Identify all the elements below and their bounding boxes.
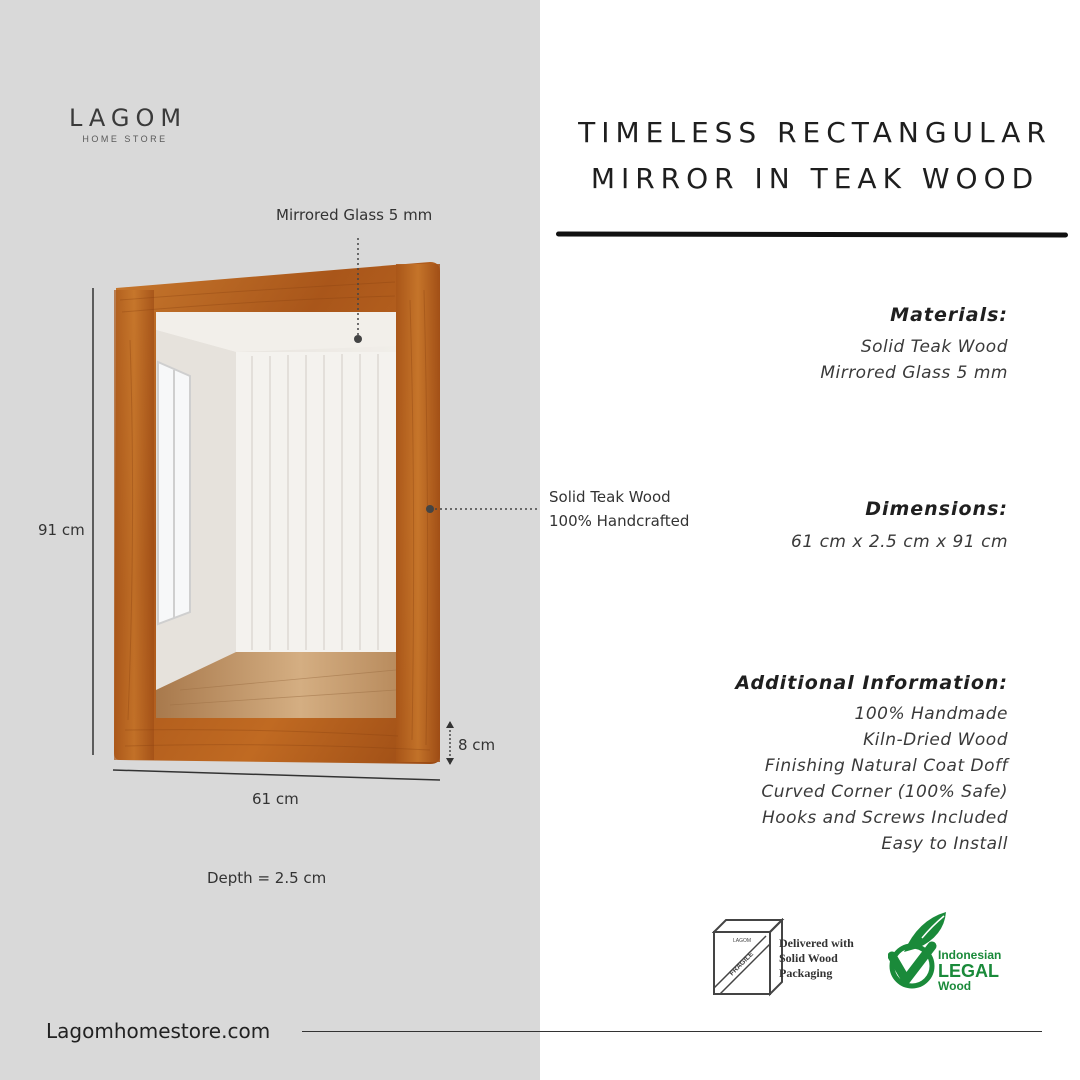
title-line-1: TIMELESS RECTANGULAR (578, 116, 1052, 149)
additional-item: Easy to Install (881, 834, 1008, 854)
mirror-glass (156, 312, 396, 718)
materials-item: Mirrored Glass 5 mm (820, 363, 1008, 383)
frame-width-label: 8 cm (458, 736, 496, 754)
packaging-line: Delivered with (779, 936, 854, 950)
additional-item: 100% Handmade (854, 704, 1008, 724)
height-label: 91 cm (38, 521, 85, 539)
width-dimension-line (113, 770, 440, 780)
fragile-text: FRAGILE (728, 950, 756, 978)
brand-tagline: HOME STORE (82, 134, 168, 144)
dimensions-heading: Dimensions: (865, 498, 1008, 520)
legal-line-1: Indonesian (938, 948, 1002, 962)
additional-item: Kiln-Dried Wood (863, 730, 1008, 750)
packaging-line: Packaging (779, 966, 833, 980)
width-label: 61 cm (252, 790, 299, 808)
product-title (560, 110, 1070, 202)
additional-heading: Additional Information: (735, 672, 1008, 694)
legal-line-2: LEGAL (938, 961, 999, 981)
glass-leader-dot (354, 335, 362, 343)
additional-item: Curved Corner (100% Safe) (761, 782, 1008, 802)
frame-right-stile (396, 264, 440, 762)
materials-item: Solid Teak Wood (860, 337, 1008, 357)
legal-line-3: Wood (938, 979, 972, 993)
packaging-line: Solid Wood (779, 951, 838, 965)
materials-heading: Materials: (890, 304, 1008, 326)
additional-item: Finishing Natural Coat Doff (764, 756, 1008, 776)
glass-label: Mirrored Glass 5 mm (276, 206, 433, 224)
title-divider (556, 231, 1068, 237)
dimensions-value: 61 cm x 2.5 cm x 91 cm (791, 532, 1008, 552)
frame-arrow-down (446, 758, 454, 765)
packaging-text (779, 936, 854, 981)
footer-website-link[interactable]: Lagomhomestore.com (46, 1019, 271, 1043)
packaging-badge (712, 918, 872, 998)
legal-wood-text (938, 948, 1001, 993)
wood-label-2: 100% Handcrafted (549, 512, 690, 530)
legal-wood-badge (888, 912, 1018, 996)
brand-name: LAGOM (68, 104, 188, 132)
additional-item: Hooks and Screws Included (761, 808, 1008, 828)
frame-arrow-up (446, 721, 454, 728)
depth-label: Depth = 2.5 cm (207, 869, 327, 887)
title-line-2: MIRROR IN TEAK WOOD (590, 162, 1040, 195)
footer-divider (302, 1031, 1042, 1032)
wood-label-1: Solid Teak Wood (549, 488, 671, 506)
wood-leader-dot (426, 505, 434, 513)
frame-left-stile (114, 290, 154, 760)
box-logo-text: LAGOM (732, 938, 752, 944)
